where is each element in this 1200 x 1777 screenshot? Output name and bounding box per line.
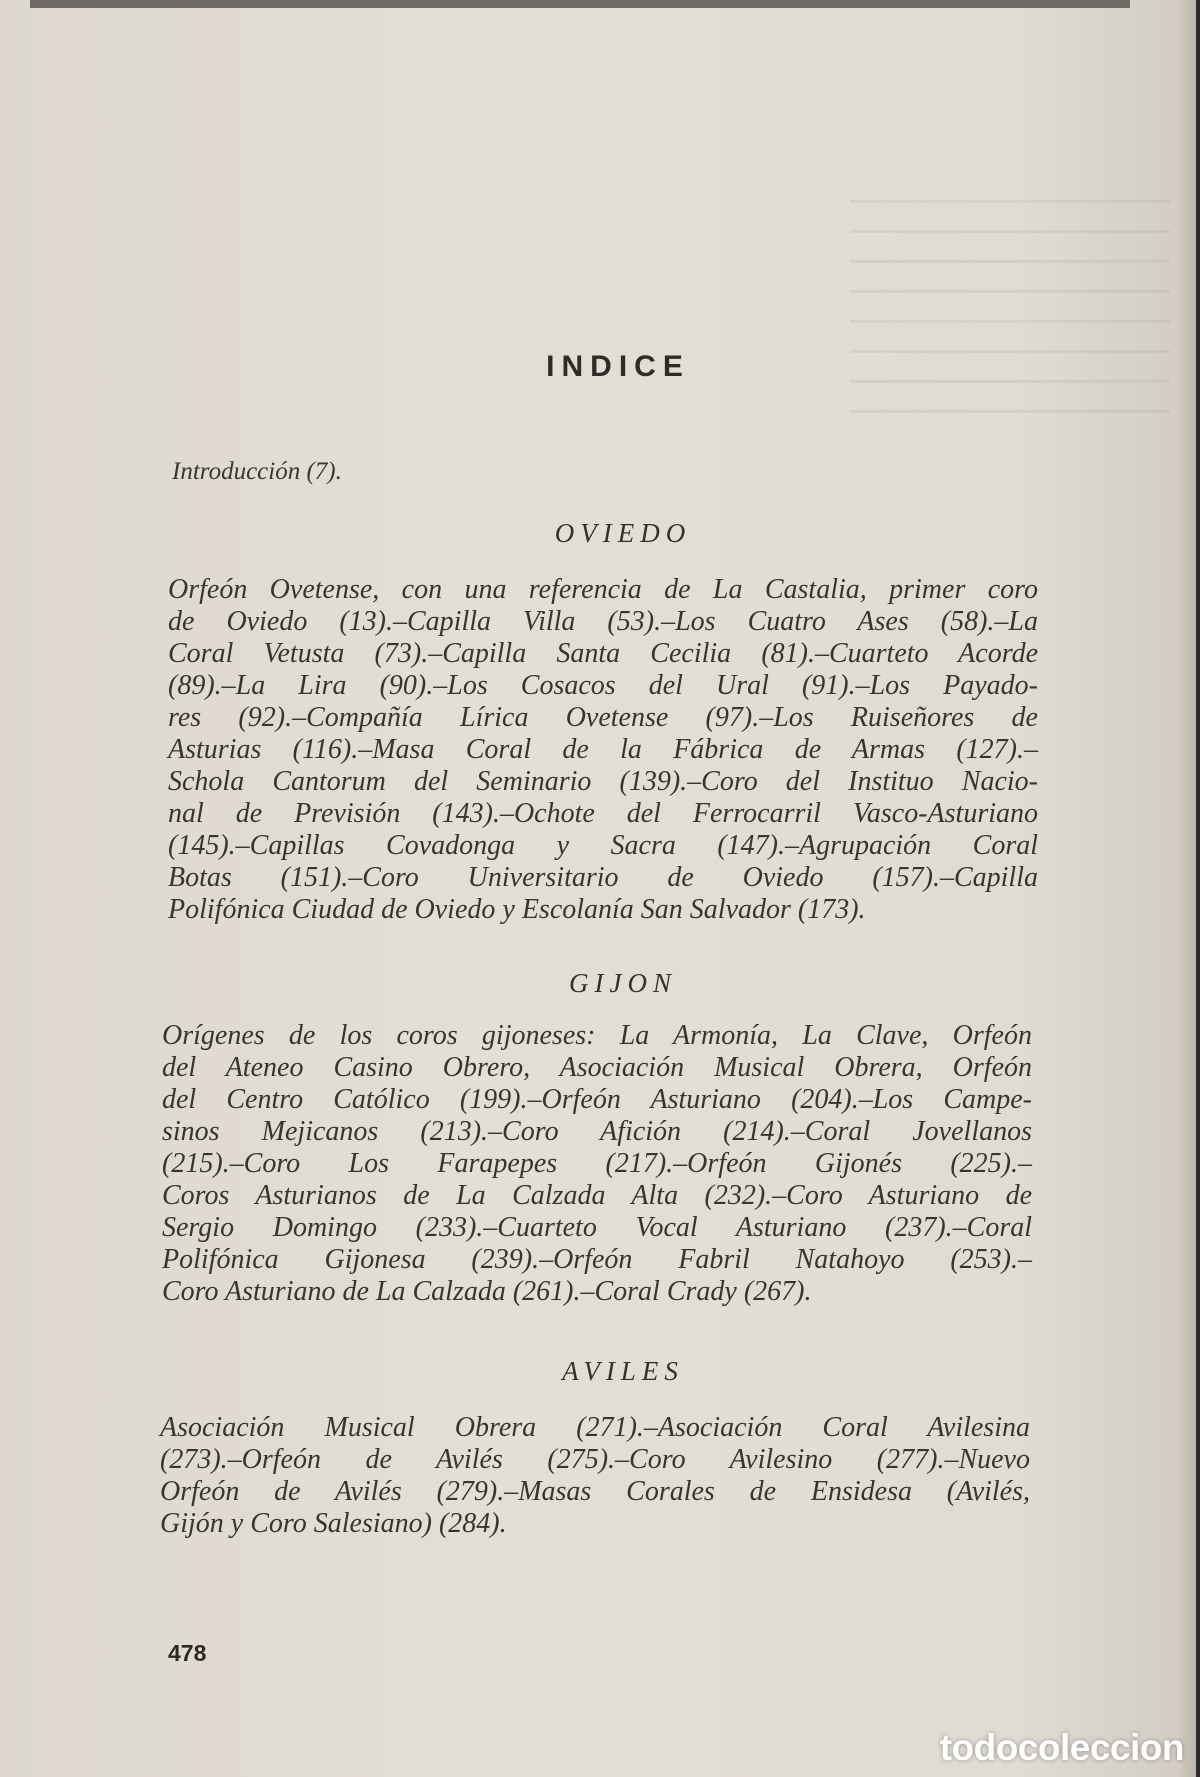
text-line: Sergio Domingo (233).–Cuarteto Vocal Asturiano (237).–Coral: [162, 1212, 1032, 1243]
text-line: Polifónica Gijonesa (239).–Orfeón Fabril Natahoyo (253).–: [162, 1244, 1032, 1275]
text-line: de Oviedo (13).–Capilla Villa (53).–Los Cuatro Ases (58).–La: [168, 606, 1038, 637]
text-line: Gijón y Coro Salesiano) (284).: [160, 1508, 507, 1539]
text-line: del Ateneo Casino Obrero, Asociación Musical Obrera, Orfeón: [162, 1052, 1032, 1083]
watermark-logo: todocoleccion: [939, 1727, 1184, 1768]
top-edge-shadow: [30, 0, 1130, 8]
text-line: res (92).–Compañía Lírica Ovetense (97).–Los Ruiseñores de: [168, 702, 1038, 733]
section-title-aviles: AVILES: [562, 1356, 684, 1386]
introduction-entry: Introducción (7).: [172, 458, 342, 485]
section-body-oviedo: [168, 574, 1038, 926]
text-line: Botas (151).–Coro Universitario de Oviedo (157).–Capilla: [168, 862, 1038, 893]
text-line: Orfeón Ovetense, con una referencia de La Castalia, primer coro: [168, 574, 1038, 605]
show-through-text: [850, 200, 1170, 420]
text-line: (145).–Capillas Covadonga y Sacra (147).–Agrupación Coral: [168, 830, 1038, 861]
section-body-gijon: [162, 1020, 1032, 1308]
text-line: sinos Mejicanos (213).–Coro Afición (214).–Coral Jovellanos: [162, 1116, 1032, 1147]
section-title-gijon: GIJON: [569, 968, 677, 998]
text-line: nal de Previsión (143).–Ochote del Ferrocarril Vasco-Asturiano: [168, 798, 1038, 829]
text-line: Asturias (116).–Masa Coral de la Fábrica de Armas (127).–: [168, 734, 1038, 765]
text-line: (215).–Coro Los Farapepes (217).–Orfeón Gijonés (225).–: [162, 1148, 1032, 1179]
text-line: Polifónica Ciudad de Oviedo y Escolanía San Salvador (173).: [168, 894, 866, 925]
text-line: Coro Asturiano de La Calzada (261).–Coral Crady (267).: [162, 1276, 812, 1307]
text-line: (89).–La Lira (90).–Los Cosacos del Ural (91).–Los Payado-: [168, 670, 1038, 701]
text-line: Schola Cantorum del Seminario (139).–Coro del Instituo Nacio-: [168, 766, 1038, 797]
section-body-aviles: [160, 1412, 1030, 1540]
text-line: Orígenes de los coros gijoneses: La Armonía, La Clave, Orfeón: [162, 1020, 1032, 1051]
text-line: del Centro Católico (199).–Orfeón Asturiano (204).–Los Campe-: [162, 1084, 1032, 1115]
page-number: 478: [168, 1640, 207, 1666]
text-line: Orfeón de Avilés (279).–Masas Corales de Ensidesa (Avilés,: [160, 1476, 1030, 1507]
page-heading: INDICE: [546, 350, 690, 383]
page-edge: [1180, 0, 1196, 1777]
text-line: Coros Asturianos de La Calzada Alta (232).–Coro Asturiano de: [162, 1180, 1032, 1211]
text-line: Asociación Musical Obrera (271).–Asociación Coral Avilesina: [160, 1412, 1030, 1443]
text-line: (273).–Orfeón de Avilés (275).–Coro Avilesino (277).–Nuevo: [160, 1444, 1030, 1475]
text-line: Coral Vetusta (73).–Capilla Santa Cecilia (81).–Cuarteto Acorde: [168, 638, 1038, 669]
section-title-oviedo: OVIEDO: [554, 518, 692, 548]
